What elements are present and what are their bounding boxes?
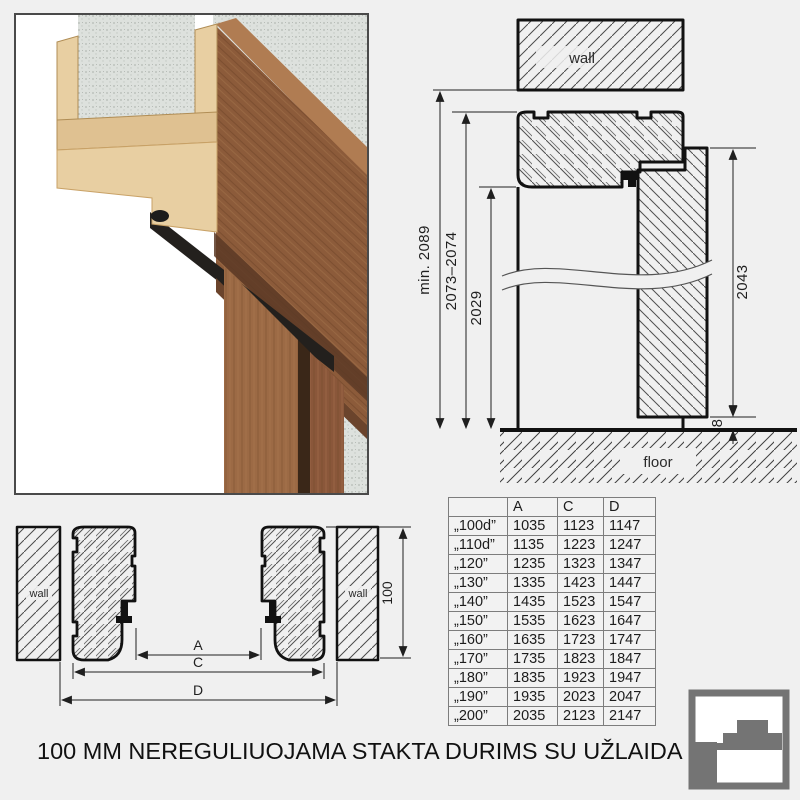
dim-gap: 8 (709, 418, 726, 428)
dim-c-label: C (192, 654, 204, 670)
dim-a-label: A (193, 637, 203, 653)
table-row: „120” 1235 1323 1347 (449, 555, 656, 574)
header-d: D (604, 498, 656, 517)
page-title: 100 MM NEREGULIUOJAMA STAKTA DURIMS SU UŽLAIDA (37, 738, 683, 764)
table-row: „190” 1935 2023 2047 (449, 688, 656, 707)
photo-3d-frame-corner (15, 14, 368, 494)
table-row: „130” 1335 1423 1447 (449, 574, 656, 593)
elevation-drawing (416, 20, 797, 483)
dim-depth-label: 100 (379, 581, 395, 605)
header-c: C (558, 498, 604, 517)
dim-frame: 2073–2074 (443, 231, 460, 311)
dim-leaf: 2043 (734, 264, 751, 300)
header-a: A (508, 498, 558, 517)
head-seal (622, 172, 639, 187)
table-row: „110d” 1135 1223 1247 (449, 536, 656, 555)
dim-total: min. 2089 (416, 225, 433, 295)
seal-bulb (151, 210, 169, 222)
size-table (448, 497, 656, 726)
dim-d-label: D (192, 682, 204, 698)
brand-logo (689, 693, 786, 789)
table-row: „200” 2035 2123 2147 (449, 707, 656, 726)
table-row: „170” 1735 1823 1847 (449, 650, 656, 669)
table-row: „100d” 1035 1123 1147 (449, 517, 656, 536)
table-header-row (449, 498, 656, 517)
plan-frame-left (73, 527, 135, 660)
concrete-wall-top (78, 15, 195, 121)
plan-wall-right-label: wall (348, 588, 368, 600)
table-row: „180” 1835 1923 1947 (449, 669, 656, 688)
table-row: „140” 1435 1523 1547 (449, 593, 656, 612)
logo-tab (737, 720, 768, 733)
mdf-leg-right (195, 24, 217, 126)
wall-label: wall (569, 50, 595, 67)
floor-label: floor (643, 454, 673, 471)
header-size (449, 498, 508, 517)
plan-drawing (17, 527, 411, 706)
jamb-gap-shadow (298, 340, 310, 493)
plan-frame-right (262, 527, 324, 660)
table-row: „150” 1535 1623 1647 (449, 612, 656, 631)
table-row: „160” 1635 1723 1747 (449, 631, 656, 650)
plan-wall-left-label: wall (29, 588, 49, 600)
dim-opening: 2029 (468, 290, 485, 326)
